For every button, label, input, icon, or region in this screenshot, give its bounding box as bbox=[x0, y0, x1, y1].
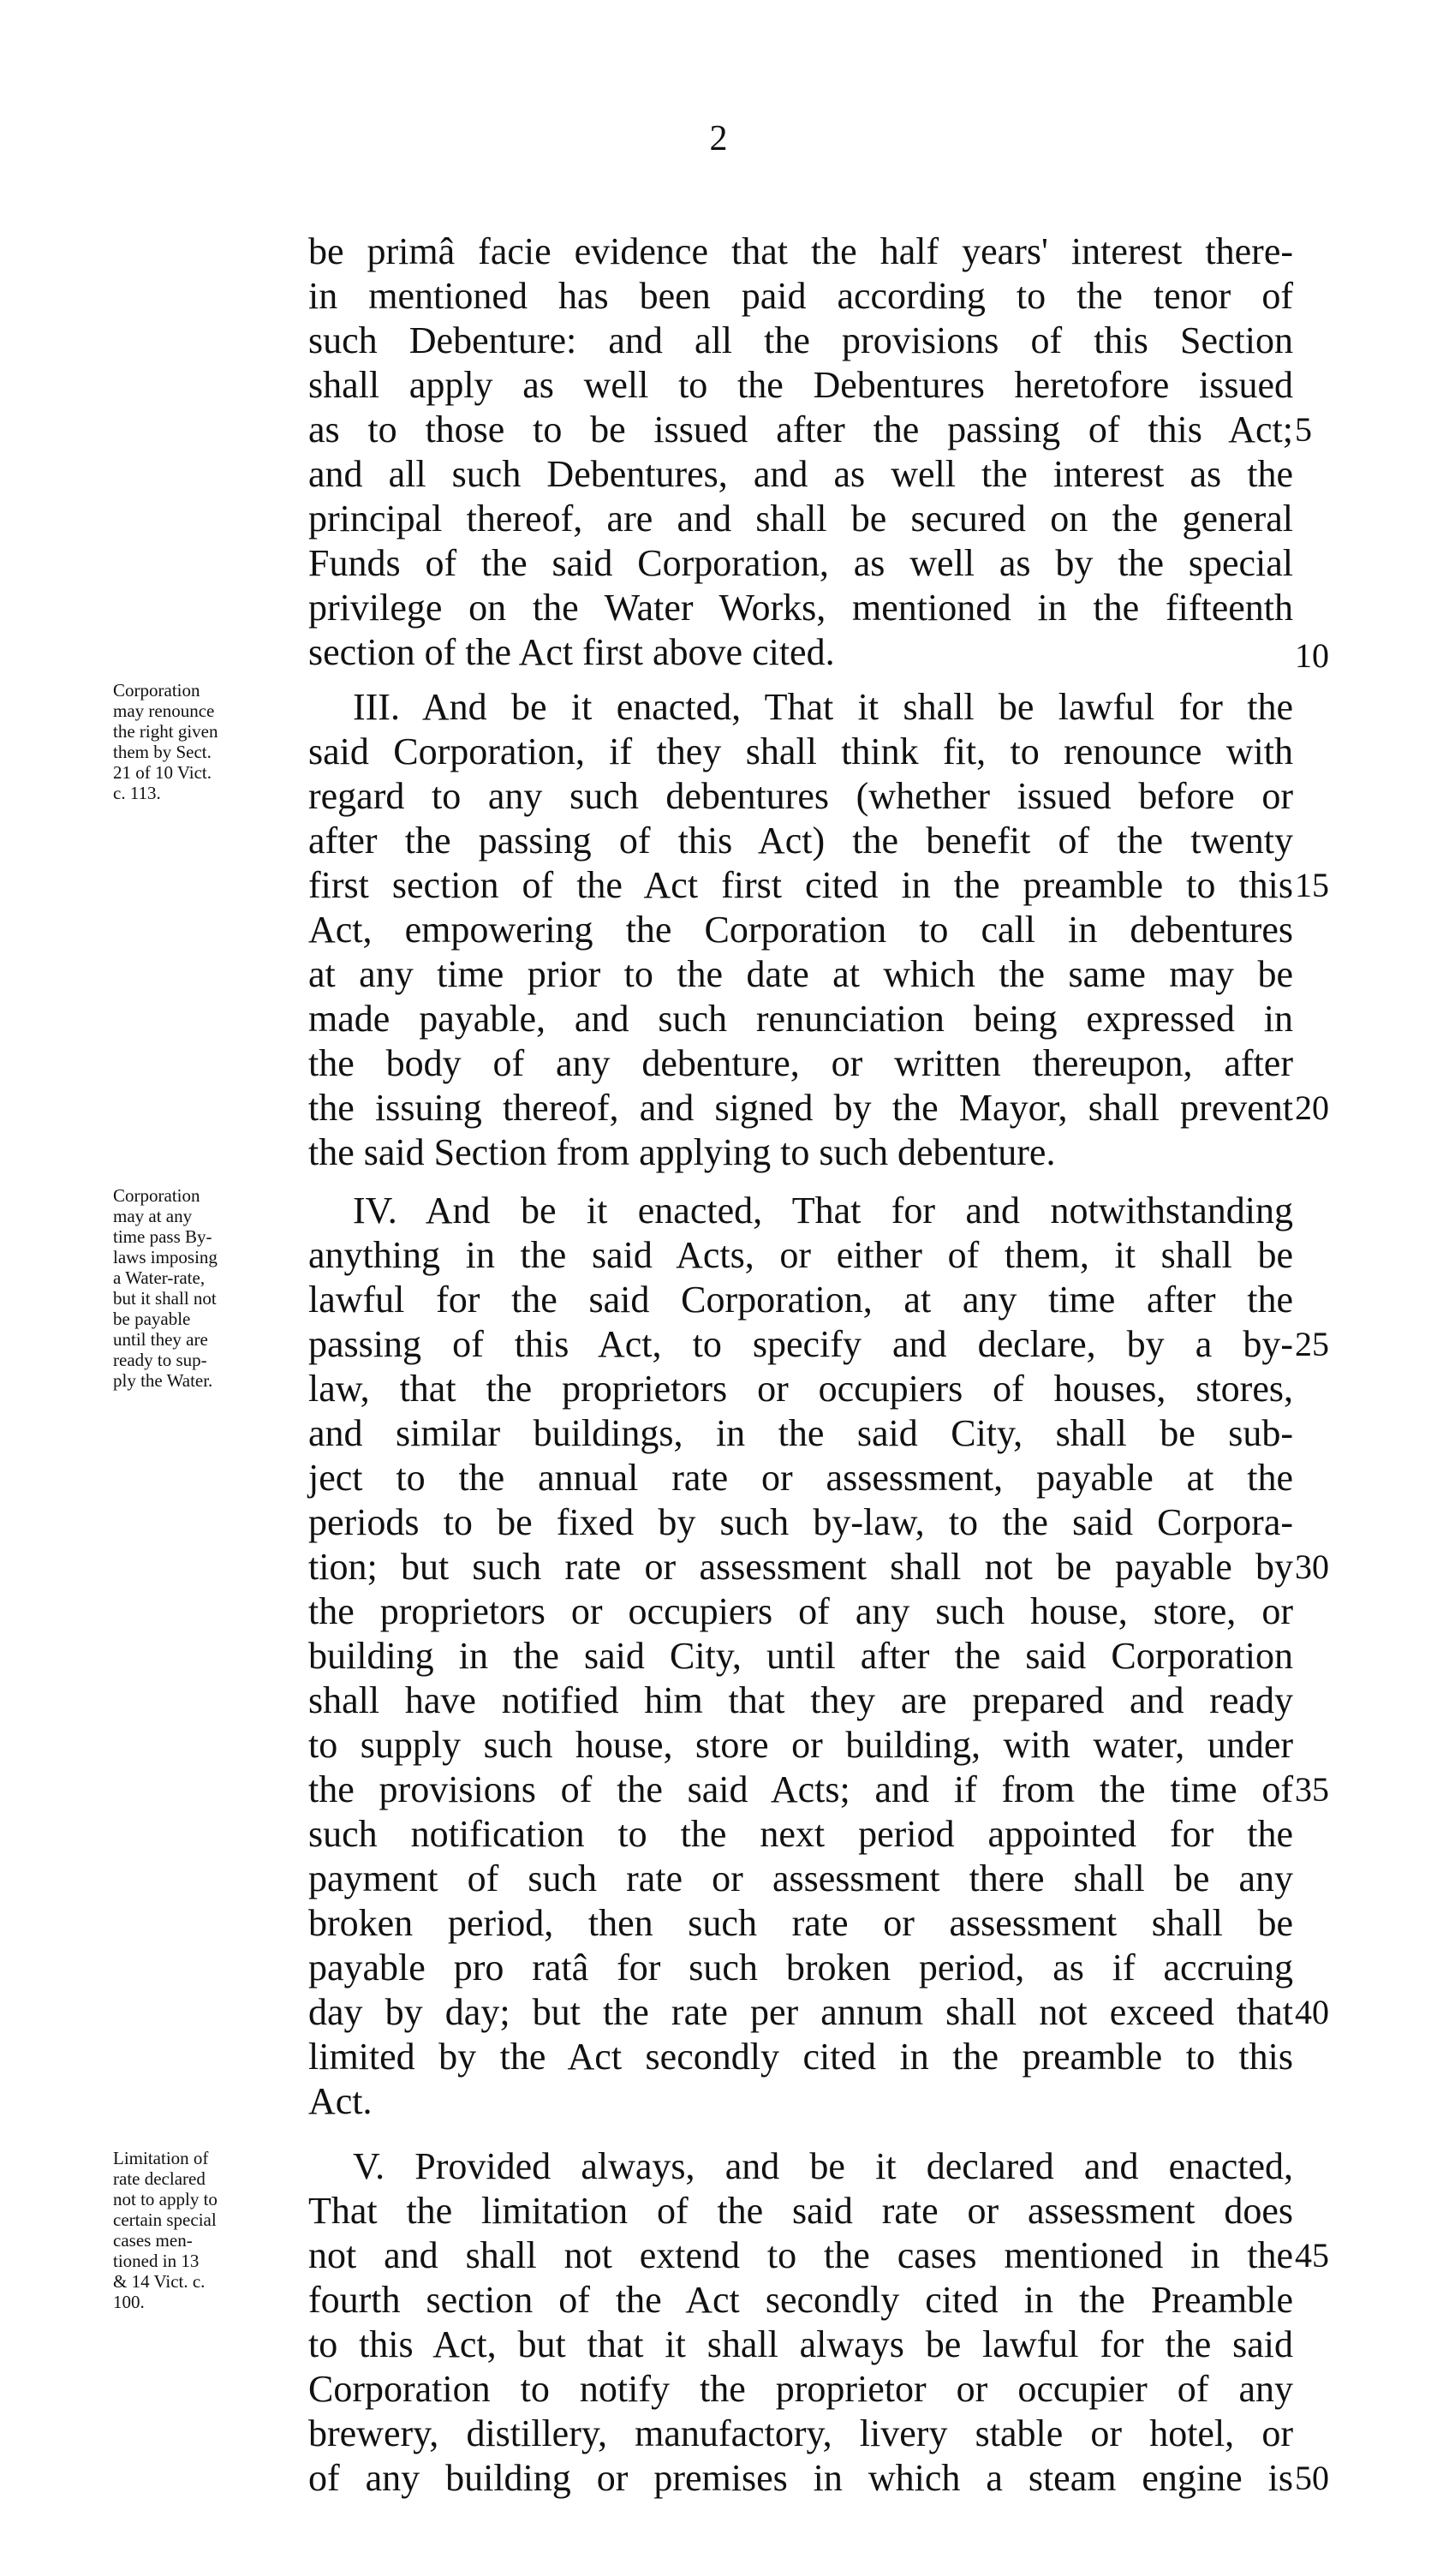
text-line: payable pro ratâ for such broken period, as if accruing bbox=[308, 1947, 1293, 1989]
text-line: lawful for the said Corporation, at any time after the bbox=[308, 1279, 1293, 1321]
text-line: Funds of the said Corporation, as well as by the special bbox=[308, 542, 1293, 584]
text-line: tion; but such rate or assessment shall not be payable by bbox=[308, 1546, 1293, 1588]
line-number: 45 bbox=[1295, 2236, 1329, 2275]
margin-note-section-5: Limitation of rate declared not to apply to certain special cases men- tioned in 13 & 14 Vict. c. 100. bbox=[113, 2148, 218, 2312]
text-line: such Debenture: and all the provisions of this Section bbox=[308, 319, 1293, 361]
line-number: 20 bbox=[1295, 1088, 1329, 1127]
text-line: That the limitation of the said rate or assessment does bbox=[308, 2190, 1293, 2232]
text-line: periods to be fixed by such by-law, to the said Corpora- bbox=[308, 1501, 1293, 1543]
text-line: brewery, distillery, manufactory, livery stable or hotel, or bbox=[308, 2412, 1293, 2454]
text-line: and similar buildings, in the said City, shall be sub- bbox=[308, 1412, 1293, 1454]
line-number: 50 bbox=[1295, 2459, 1329, 2497]
text-line: the provisions of the said Acts; and if from the time of bbox=[308, 1768, 1293, 1810]
section-heading-line: IV. And be it enacted, That for and notwithstanding bbox=[353, 1190, 1293, 1231]
text-line: the issuing thereof, and signed by the Mayor, shall prevent bbox=[308, 1087, 1293, 1129]
text-line: privilege on the Water Works, mentioned in the fifteenth bbox=[308, 587, 1293, 629]
line-number: 15 bbox=[1295, 866, 1329, 904]
text-line: made payable, and such renunciation being expressed in bbox=[308, 998, 1293, 1040]
text-line: to this Act, but that it shall always be lawful for the said bbox=[308, 2323, 1293, 2365]
text-line: not and shall not extend to the cases mentioned in the bbox=[308, 2234, 1293, 2276]
text-line: be primâ facie evidence that the half years' interest there- bbox=[308, 230, 1293, 272]
line-number: 5 bbox=[1295, 410, 1312, 449]
section-heading-line: III. And be it enacted, That it shall be lawful for the bbox=[353, 686, 1293, 728]
text-line: building in the said City, until after the said Corporation bbox=[308, 1635, 1293, 1677]
text-line: in mentioned has been paid according to the tenor of bbox=[308, 275, 1293, 317]
line-number: 30 bbox=[1295, 1547, 1329, 1586]
margin-note-section-3: Corporation may renounce the right given them by Sect. 21 of 10 Vict. c. 113. bbox=[113, 680, 218, 803]
text-line: shall have notified him that they are prepared and ready bbox=[308, 1679, 1293, 1721]
text-line: the said Section from applying to such debenture. bbox=[308, 1131, 1056, 1173]
text-line: passing of this Act, to specify and declare, by a by- bbox=[308, 1323, 1293, 1365]
text-line: fourth section of the Act secondly cited in the Preamble bbox=[308, 2279, 1293, 2321]
line-number: 10 bbox=[1295, 636, 1329, 675]
line-number: 35 bbox=[1295, 1770, 1329, 1809]
text-line: limited by the Act secondly cited in the preamble to this bbox=[308, 2036, 1293, 2078]
text-line: at any time prior to the date at which the same may be bbox=[308, 953, 1293, 995]
text-line: principal thereof, are and shall be secured on the general bbox=[308, 498, 1293, 540]
text-line: of any building or premises in which a steam engine is bbox=[308, 2457, 1293, 2499]
text-line: to supply such house, store or building, with water, under bbox=[308, 1724, 1293, 1766]
text-line: after the passing of this Act) the benefit of the twenty bbox=[308, 820, 1293, 862]
text-line: first section of the Act first cited in the preamble to this bbox=[308, 864, 1293, 906]
text-line: section of the Act first above cited. bbox=[308, 631, 835, 673]
text-line: anything in the said Acts, or either of them, it shall be bbox=[308, 1234, 1293, 1276]
text-line: as to those to be issued after the passing of this Act; bbox=[308, 408, 1293, 450]
text-line: Corporation to notify the proprietor or occupier of any bbox=[308, 2368, 1293, 2410]
line-number: 40 bbox=[1295, 1993, 1329, 2031]
page-number: 2 bbox=[709, 119, 728, 158]
text-line: payment of such rate or assessment there shall be any bbox=[308, 1857, 1293, 1899]
text-line: said Corporation, if they shall think fit, to renounce with bbox=[308, 730, 1293, 772]
text-line: shall apply as well to the Debentures heretofore issued bbox=[308, 364, 1293, 406]
text-line: law, that the proprietors or occupiers of houses, stores, bbox=[308, 1368, 1293, 1410]
text-line: such notification to the next period appointed for the bbox=[308, 1813, 1293, 1855]
text-line: regard to any such debentures (whether issued before or bbox=[308, 775, 1293, 817]
section-heading-line: V. Provided always, and be it declared and enacted, bbox=[353, 2145, 1293, 2187]
text-line: ject to the annual rate or assessment, payable at the bbox=[308, 1457, 1293, 1499]
text-line: Act. bbox=[308, 2080, 373, 2122]
line-number: 25 bbox=[1295, 1325, 1329, 1363]
text-line: the body of any debenture, or written thereupon, after bbox=[308, 1042, 1293, 1084]
text-line: Act, empowering the Corporation to call in debentures bbox=[308, 909, 1293, 951]
text-line: day by day; but the rate per annum shall not exceed that bbox=[308, 1991, 1293, 2033]
text-line: the proprietors or occupiers of any such house, store, or bbox=[308, 1590, 1293, 1632]
margin-note-section-4: Corporation may at any time pass By- laws imposing a Water-rate, but it shall not be payable until they are ready to sup- ply the Water. bbox=[113, 1185, 218, 1391]
text-line: and all such Debentures, and as well the interest as the bbox=[308, 453, 1293, 495]
text-line: broken period, then such rate or assessment shall be bbox=[308, 1902, 1293, 1944]
